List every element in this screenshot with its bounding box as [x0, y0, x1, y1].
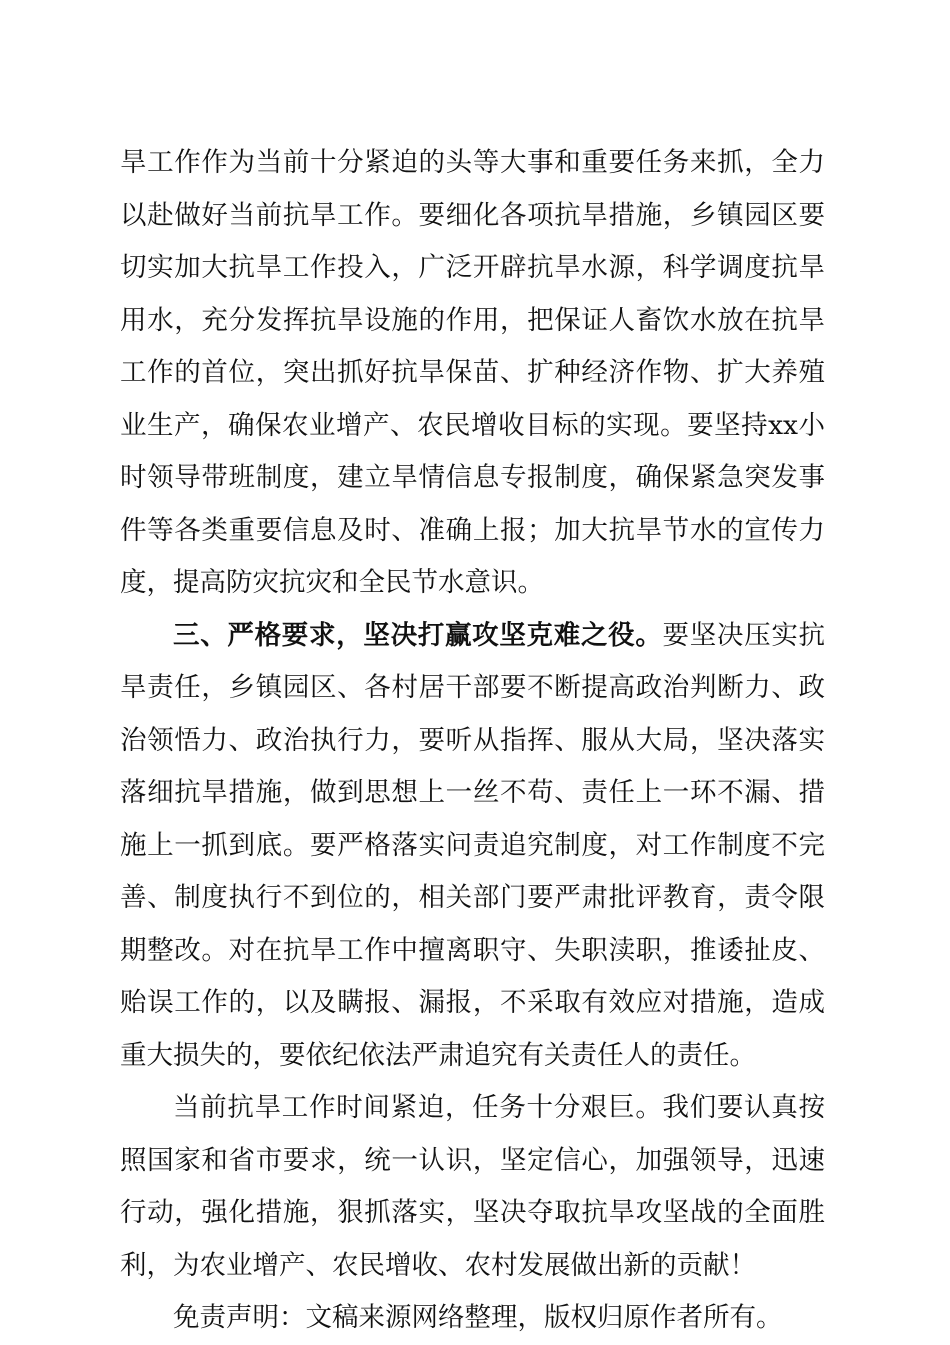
paragraph-text: 当前抗旱工作时间紧迫，任务十分艰巨。我们要认真按照国家和省市要求，统一认识，坚定信心，加强领导，迅速行动，强化措施，狠抓落实，坚决夺取抗旱攻坚战的全面胜利，为农业增产、农民增收、农村发展做出新的贡献！ [120, 1092, 825, 1281]
disclaimer-text: 免责声明：文稿来源网络整理，版权归原作者所有。 [173, 1302, 783, 1333]
paragraph-strict-requirements [120, 610, 825, 1083]
paragraph-drought-measures [120, 137, 825, 610]
document-body [120, 137, 825, 1345]
disclaimer [120, 1292, 825, 1345]
paragraph-text: 要坚决压实抗旱责任，乡镇园区、各村居干部要不断提高政治判断力、政治领悟力、政治执行力，要听从指挥、服从大局，坚决落实落细抗旱措施，做到思想上一丝不苟、责任上一环不漏、措施上一抓到底。要严格落实问责追究制度，对工作制度不完善、制度执行不到位的，相关部门要严肃批评教育，责令限期整改。对在抗旱工作中擅离职守、失职渎职，推诿扯皮、贻误工作的，以及瞒报、漏报，不采取有效应对措施，造成重大损失的，要依纪依法严肃追究有关责任人的责任。 [120, 619, 826, 1071]
paragraph-text: 旱工作作为当前十分紧迫的头等大事和重要任务来抓，全力以赴做好当前抗旱工作。要细化各项抗旱措施，乡镇园区要切实加大抗旱工作投入，广泛开辟抗旱水源，科学调度抗旱用水，充分发挥抗旱设施的作用，把保证人畜饮水放在抗旱工作的首位，突出抓好抗旱保苗、扩种经济作物、扩大养殖业生产，确保农业增产、农民增收目标的实现。要坚持xx小时领导带班制度，建立旱情信息专报制度，确保紧急突发事件等各类重要信息及时、准确上报；加大抗旱节水的宣传力度，提高防灾抗灾和全民节水意识。 [120, 147, 825, 598]
paragraph-conclusion [120, 1082, 825, 1292]
section-heading: 三、严格要求，坚决打赢攻坚克难之役。 [173, 619, 663, 651]
